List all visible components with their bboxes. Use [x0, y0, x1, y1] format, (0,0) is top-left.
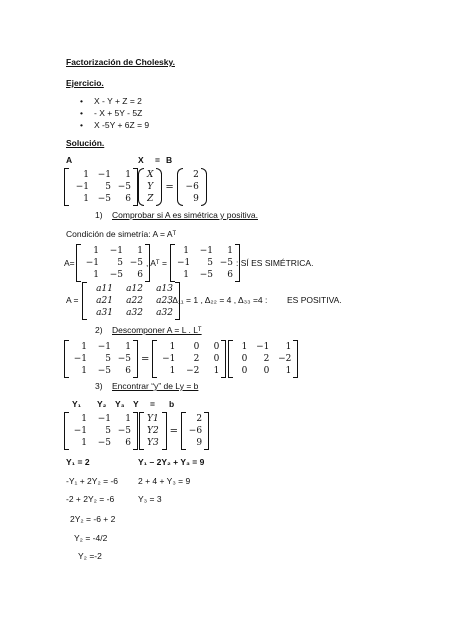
positive-result: ES POSITIVA.: [287, 295, 342, 305]
label-eq2: =: [150, 399, 155, 409]
matrix-a: 1 −1 1 −1 5 −5 1 −5 6: [75, 170, 131, 204]
work-left-1: -Y₁ + 2Y₂ = -6: [66, 476, 118, 486]
label-b2: b: [169, 399, 175, 409]
symmetry-condition: Condición de simetría: A = Aᵀ: [66, 229, 177, 239]
step2-number: 2): [95, 325, 103, 335]
a-eq-label: A=: [64, 258, 75, 268]
step3-text: Encontrar “y” de Ly = b: [112, 381, 199, 391]
step3-number: 3): [95, 381, 103, 391]
label-x: X: [138, 155, 144, 165]
work-left-2: -2 + 2Y₂ = -6: [66, 494, 115, 504]
step2-text: Descomponer A = L . Lᵀ: [112, 325, 202, 335]
matrix-a-sym: 1 −1 1 −1 5 −5 1 −5 6: [76, 244, 150, 282]
matrix-lt: 1 −1 1 0 2 −2 0 0 1: [241, 342, 292, 376]
a-general-label: A =: [66, 295, 79, 305]
work-right-0: Y₁ – 2Y₂ + Y₃ = 9: [138, 457, 205, 467]
exercise-heading: Ejercicio.: [66, 78, 104, 88]
equation-item: • X -5Y + 6Z = 9: [80, 119, 149, 131]
label-eq: =: [155, 155, 160, 165]
equation-item: • - X + 5Y - 5Z: [80, 107, 149, 119]
matrix-at: 1 −1 1 −1 5 −5 1 −5 6: [170, 244, 240, 282]
label-y2: Y₂: [97, 399, 107, 409]
label-y1: Y₁: [72, 399, 82, 409]
equation-list: [80, 95, 149, 131]
system-matrix-equation: 1 −1 1 −1 5 −5 1 −5 6 X Y Z = 2 −6 9: [64, 168, 207, 206]
label-a: A: [66, 155, 73, 165]
symmetry-result: : SÍ ES SIMÉTRICA.: [236, 258, 314, 268]
step1-text: Comprobar si A es simétrica y positiva.: [112, 210, 258, 220]
equation-item: • X - Y + Z = 2: [80, 95, 149, 107]
work-right-2: Y₃ = 3: [138, 494, 162, 504]
ly-equals-b: 1 −1 1 −1 5 −5 1 −5 6 Y1 Y2 Y3 = 2 −6 9: [64, 412, 209, 450]
work-left-4: Y₂ = -4/2: [74, 533, 108, 543]
solution-heading: Solución.: [66, 138, 105, 148]
label-y: Y: [133, 399, 139, 409]
vector-b2: 2 −6 9: [188, 414, 203, 448]
work-right-1: 2 + 4 + Y₃ = 9: [138, 476, 191, 486]
work-left-3: 2Y₂ = -6 + 2: [70, 514, 116, 524]
matrix-l: 1 0 0 −1 2 0 1 −2 1: [162, 342, 220, 376]
work-left-0: Y₁ = 2: [66, 457, 90, 467]
page-title: Factorización de Cholesky.: [66, 57, 175, 67]
vector-y: Y1 Y2 Y3: [147, 414, 159, 448]
at-eq-label: , Aᵀ =: [146, 258, 167, 268]
label-y3: Y₃: [115, 399, 125, 409]
decomposition: 1 −1 1 −1 5 −5 1 −5 6 = 1 0 0 −1 2 0 1 −2 1 1 −1 1 0 2 −2 0 0 1: [64, 340, 298, 378]
step1-number: 1): [95, 210, 103, 220]
work-left-5: Y₂ =-2: [78, 551, 102, 561]
vector-x: X Y Z: [147, 170, 154, 204]
matrix-a-general: a11 a12 a13 a21 a22 a23 a31 a32 a32: [82, 282, 180, 320]
deltas: ; Δ₁₁ = 1 , Δ₂₂ = 4 , Δ₃₃ =4 :: [168, 295, 268, 305]
label-b: B: [166, 155, 173, 165]
vector-b: 2 −6 9: [185, 170, 199, 204]
